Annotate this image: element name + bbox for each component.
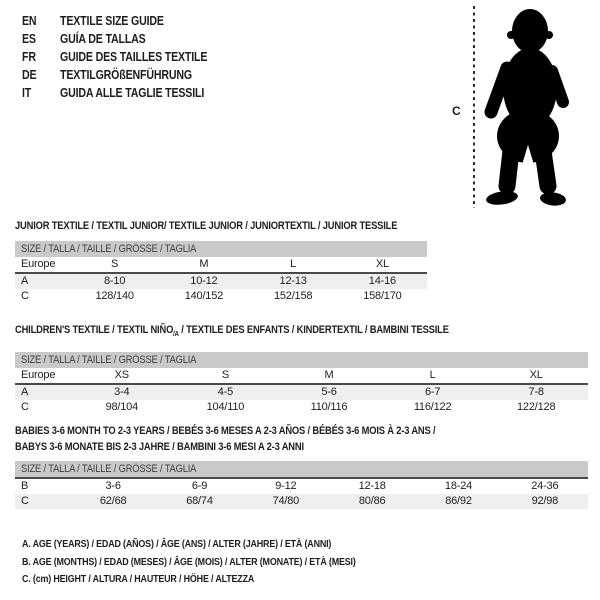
table-row (15, 274, 427, 289)
title-text-part: BABYS 3-6 MONATE BIS 2-3 JAHRE / BAMBINI 3-6 MESI A 2-3 ANNI (15, 441, 304, 453)
title-subscript: /A (173, 331, 179, 339)
legend-line-text: C. (cm) HEIGHT / ALTURA / HAUTEUR / HÖHE / ALTEZZA (22, 573, 255, 585)
table-cell: 86/92 (445, 495, 472, 507)
language-label-text: TEXTILGRÖßENFÜHRUNG (60, 68, 192, 82)
title-text-part: BABIES 3-6 MONTH TO 2-3 YEARS / BEBÉS 3-6 MESES A 2-3 AÑOS / BÉBÉS 3-6 MOIS À 2-3 ANS / (15, 425, 436, 437)
baby-silhouette-icon (476, 4, 592, 210)
table-cell: 4-5 (217, 386, 234, 399)
language-code-text: IT (22, 86, 32, 100)
language-row (22, 48, 233, 66)
table-cell: 122/128 (517, 401, 556, 414)
table-size-header (15, 352, 588, 368)
table-cell: 3-6 (105, 480, 121, 492)
table-cell: XL (529, 369, 543, 382)
table-title-text (15, 423, 435, 439)
language-code-text: FR (22, 50, 36, 64)
language-row (22, 12, 233, 30)
table-cell: 104/110 (206, 401, 245, 414)
table-cell: 110/116 (310, 401, 348, 414)
height-measure-label: C (452, 104, 461, 118)
table-row (15, 479, 588, 494)
language-label-text: TEXTILE SIZE GUIDE (60, 14, 164, 28)
height-dotted-line (473, 6, 475, 208)
table-cell: 6-9 (191, 480, 208, 492)
language-row (22, 66, 233, 84)
table-cell: 128/140 (95, 290, 134, 302)
table-cell: 62/68 (99, 495, 127, 507)
table-cell: 80/86 (358, 495, 386, 507)
data-row-label: C (21, 495, 29, 507)
table-cell: 68/74 (186, 495, 213, 507)
table-cell: S (221, 369, 229, 382)
legend-line (22, 554, 415, 572)
table-cell: 9-12 (275, 480, 297, 492)
table-row (15, 385, 588, 400)
table-title-line (15, 218, 427, 234)
table-childrens-textile (15, 322, 588, 415)
table-title-text (15, 322, 449, 343)
language-code-text: DE (22, 68, 37, 82)
legend-line (22, 571, 415, 589)
language-row (22, 30, 233, 48)
table-cell: 3-4 (114, 386, 130, 399)
language-label (60, 14, 182, 28)
table-cell: 116/122 (413, 401, 452, 414)
data-row-label: A (21, 275, 29, 287)
table-cell: 12-18 (358, 480, 386, 492)
table-junior-textile (15, 218, 427, 304)
table-cell: 8-10 (104, 275, 126, 287)
table-cell: 6-7 (424, 386, 441, 399)
table-cell: XS (114, 369, 129, 382)
table-size-header (15, 241, 427, 257)
table-size-header-text: SIZE / TALLA / TAILLE / GRÖSSE / TAGLIA (21, 243, 197, 255)
table-cell: 24-36 (531, 480, 559, 492)
table-cell: 92/98 (531, 495, 559, 507)
table-babies-textile (15, 423, 588, 509)
title-text-part: JUNIOR TEXTILE / TEXTIL JUNIOR/ TEXTILE JUNIOR / JUNIORTEXTIL / JUNIOR TESSILE (15, 220, 398, 232)
table-cell: S (111, 258, 119, 270)
table-cell: 18-24 (444, 480, 473, 492)
language-code (22, 32, 60, 46)
size-row-label: Europe (21, 369, 56, 382)
table-size-header-text: SIZE / TALLA / TAILLE / GRÖSSE / TAGLIA (21, 354, 197, 367)
table-cell: XL (375, 258, 389, 270)
table-size-header-text: SIZE / TALLA / TAILLE / GRÖSSE / TAGLIA (21, 463, 197, 475)
language-label-text: GUÍA DE TALLAS (60, 32, 146, 46)
language-code (22, 50, 60, 64)
table-title-text (15, 218, 397, 234)
table-title (15, 423, 588, 455)
size-row-label: Europe (21, 258, 56, 270)
language-label (60, 86, 230, 100)
table-title (15, 322, 588, 343)
table-cell: 158/170 (363, 290, 402, 302)
legend-line-text: B. AGE (MONTHS) / EDAD (MESES) / ÂGE (MOIS) / ALTER (MONATE) / ETÀ (MESI) (22, 555, 356, 568)
table-title (15, 218, 427, 234)
title-text-part: CHILDREN'S TEXTILE / TEXTIL NIÑO (15, 324, 174, 336)
data-row-label: C (21, 290, 29, 302)
table-row (15, 494, 588, 509)
table-cell: 12-13 (279, 275, 307, 287)
data-row-label: C (21, 401, 29, 414)
legend (22, 536, 415, 589)
table-cell: 5-6 (321, 386, 337, 399)
language-list (22, 12, 233, 102)
table-cell: 10-12 (190, 275, 218, 287)
table-size-header (15, 461, 588, 477)
language-code (22, 14, 60, 28)
table-title-line (15, 423, 588, 439)
language-code (22, 68, 60, 82)
title-text-part: / TEXTILE DES ENFANTS / KINDERTEXTIL / BAMBINI TESSILE (178, 324, 449, 336)
table-row (15, 368, 588, 383)
language-label (60, 68, 215, 82)
table-cell: 14-16 (368, 275, 396, 287)
language-code (22, 86, 60, 100)
language-label (60, 50, 233, 64)
table-title-text (15, 439, 304, 455)
table-cell: 140/152 (184, 290, 224, 302)
table-cell: M (199, 258, 209, 270)
table-row (15, 289, 427, 304)
table-cell: 152/158 (273, 290, 313, 302)
table-row (15, 400, 588, 415)
legend-line (22, 536, 415, 554)
table-row (15, 257, 427, 272)
table-cell: 7-8 (528, 386, 544, 399)
table-cell: M (324, 369, 334, 382)
table-title-line (15, 439, 588, 455)
language-code-text: EN (22, 14, 37, 28)
language-label-text: GUIDE DES TAILLES TEXTILE (60, 50, 208, 64)
table-cell: 98/104 (105, 401, 139, 414)
table-cell: 74/80 (272, 495, 300, 507)
language-label (60, 32, 161, 46)
data-row-label: B (21, 480, 29, 492)
language-label-text: GUIDA ALLE TAGLIE TESSILI (60, 86, 205, 100)
table-cell: L (290, 258, 297, 270)
table-title-line (15, 322, 588, 343)
legend-line-text: A. AGE (YEARS) / EDAD (AÑOS) / ÂGE (ANS) / ALTER (JAHRE) / ETÀ (ANNI) (22, 538, 332, 550)
data-row-label: A (21, 386, 29, 399)
language-row (22, 84, 233, 102)
table-cell: L (429, 369, 436, 382)
language-code-text: ES (22, 32, 36, 46)
